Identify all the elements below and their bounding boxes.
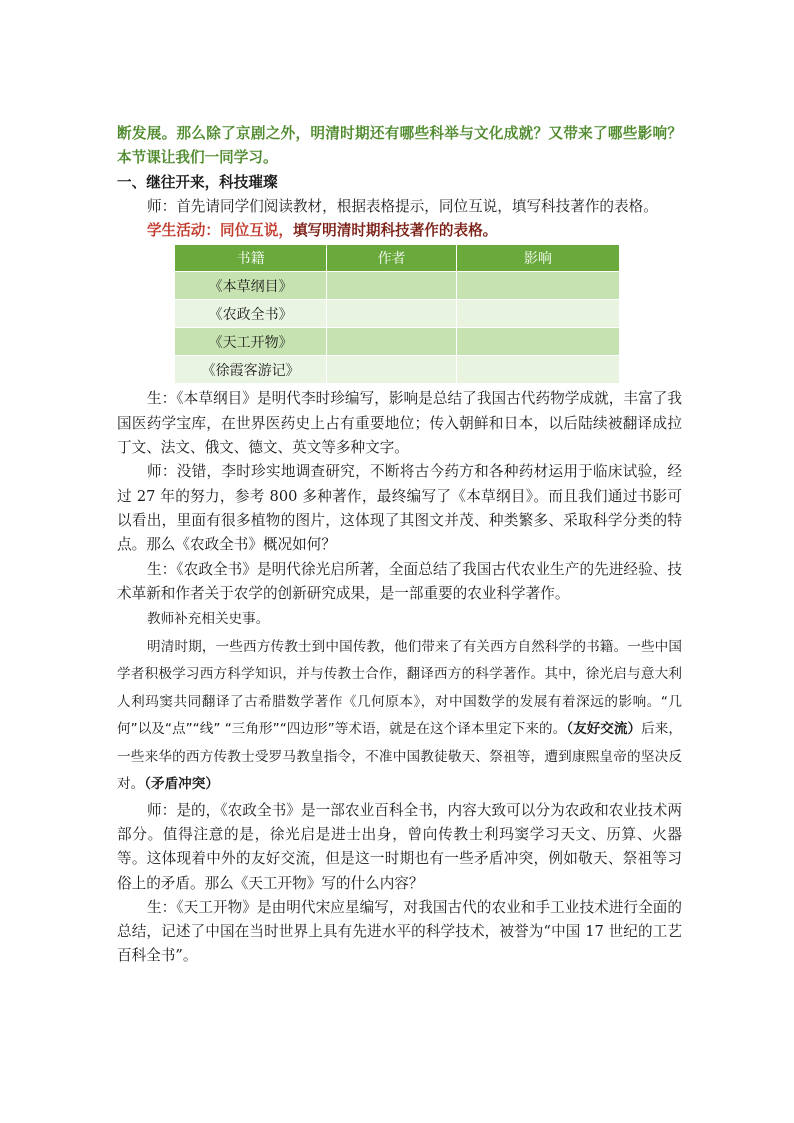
teacher-note: 教师补充相关史事。 [147,611,270,628]
table-cell-author[interactable] [327,300,456,328]
table-cell-author[interactable] [327,272,456,300]
table-cell-book: 《农政全书》 [175,300,327,328]
student-activity [117,219,682,243]
table-row [175,328,619,356]
history-text-1: 明清时期，一些西方传教士到中国传教，他们带来了有关西方自然科学的书籍。一些中国学者积极学习西方科学知识，并与传教士合作，翻译西方的科学著作。其中，徐光启与意大利人利玛窦共同翻译了古希腊数学著作《几何原本》，对中国数学的发展有着深远的影响。“几何”以及“点”“线” “三角形”“四边形”等术语，就是在这个译本里定下来的。 [117,638,682,738]
table-row [175,356,619,384]
friendly-exchange-tag: （友好交流） [566,721,642,738]
table-cell-book: 《本草纲目》 [175,272,327,300]
history-supplement [117,634,682,799]
teacher-paragraph-3: 师：是的，《农政全书》是一部农业百科全书，内容大致可以分为农政和农业技术两部分。值得注意的是，徐光启是进士出身，曾向传教士利玛窦学习天文、历算、火器等。这体现着中外的友好交流，但是这一时期也有一些矛盾冲突，例如敬天、祭祖等习俗上的矛盾。那么《天工开物》写的什么内容？ [117,801,682,892]
table-cell-author[interactable] [327,328,456,356]
table-cell-influence[interactable] [456,300,619,328]
activity-label: 学生活动：同位互说， [147,222,293,240]
conflict-tag: （矛盾冲突） [144,776,219,793]
table-row [175,300,619,328]
student-paragraph-2: 生：《农政全书》是明代徐光启所著，全面总结了我国古代农业生产的先进经验、技术革新和作者关于农学的创新研究成果，是一部重要的农业科学著作。 [117,560,682,602]
activity-text: 填写明清时期科技著作的表格。 [292,222,498,240]
table-row [175,272,619,300]
table-cell-influence[interactable] [456,328,619,356]
table-cell-author[interactable] [327,356,456,384]
table-cell-book: 《天工开物》 [175,328,327,356]
header-influence: 影响 [456,245,619,272]
table-header-row [175,245,619,272]
section-heading: 一、继往开来，科技璀璨 [117,173,278,191]
student-paragraph-3: 生：《天工开物》是由明代宋应星编写，对我国古代的农业和手工业技术进行全面的总结，记述了中国在当时世界上具有先进水平的科学技术，被誉为“中国 17 世纪的工艺百科全书”。 [117,898,682,965]
student-paragraph-1: 生：《本草纲目》是明代李时珍编写，影响是总结了我国古代药物学成就，丰富了我国医药学宝库，在世界医药史上占有重要地位；传入朝鲜和日本，以后陆续被翻译成拉丁文、法文、俄文、德文、英文等多种文字。 [117,390,682,457]
header-author: 作者 [327,245,456,272]
intro-paragraph: 断发展。那么除了京剧之外，明清时期还有哪些科举与文化成就？又带来了哪些影响？本节课让我们一同学习。 [117,125,682,167]
table-cell-book: 《徐霞客游记》 [175,356,327,384]
teacher-paragraph-2: 师：没错，李时珍实地调查研究，不断将古今药方和各种药材运用于临床试验，经过 27 年的努力，参考 800 多种著作，最终编写了《本草纲目》。而且我们通过书影可以看出，里面有很多植物的图片，这体现了其图文并茂、种类繁多、采取科学分类的特点。那么《农政全书》概况如何？ [117,463,682,554]
header-books: 书籍 [175,245,327,272]
document-page [117,122,682,969]
table-cell-influence[interactable] [456,356,619,384]
history-text-2: 后来，一些来华的西方传教士受罗马教皇指令，不准中国教徒敬天、祭祖等，遭到康熙皇帝的坚决反对。 [117,721,683,793]
teacher-paragraph-1: 师：首先请同学们阅读教材，根据表格提示，同位互说，填写科技著作的表格。 [147,197,658,215]
books-table [175,245,619,383]
table-cell-influence[interactable] [456,272,619,300]
